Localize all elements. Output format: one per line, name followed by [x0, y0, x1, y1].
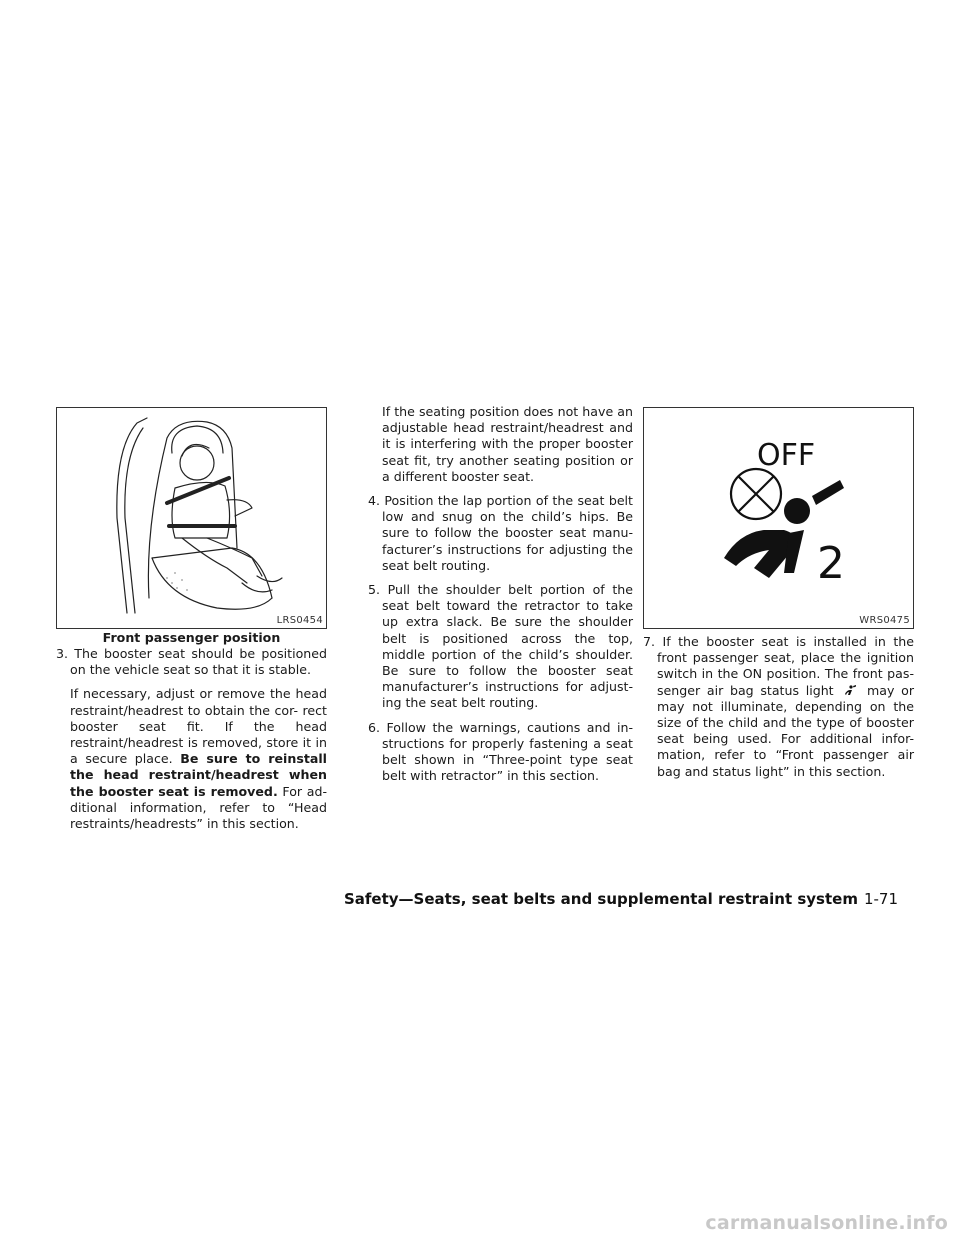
- column-3: [643, 634, 914, 780]
- seat-number: 2: [817, 538, 845, 589]
- page-footer: [344, 890, 898, 908]
- passenger-airbag-off-icon: [644, 408, 913, 628]
- step-3: 3. The booster seat should be positioned on the vehicle seat so that it is stable.: [56, 646, 327, 678]
- page-number: 1-71: [863, 890, 898, 908]
- section-title: Safety—Seats, seat belts and supplemental restraint system: [343, 890, 858, 908]
- step-7: 7. If the booster seat is installed in the front passenger seat, place the ignition switch in the ON position. The front pas- senger air bag status light may or may not illuminate, depending on the size of the child and the type of booster seat being used. For additional infor- mation, refer to “Front passenger air bag and status light” in this section.: [643, 634, 914, 779]
- figure-caption: Front passenger position: [102, 630, 281, 645]
- child-booster-seat-illustration: [57, 408, 326, 628]
- airbag-off-figure: [643, 407, 914, 629]
- booster-seat-figure: [56, 407, 327, 629]
- column-1: [56, 646, 327, 832]
- site-watermark: carmanualsonline.info: [705, 1212, 948, 1234]
- reinstall-warning: Be sure to reinstall the head restraint/headrest when the booster seat is removed.: [70, 751, 327, 799]
- off-label: OFF: [757, 438, 816, 473]
- figure-code: WRS0475: [859, 615, 910, 626]
- figure-code: LRS0454: [276, 615, 323, 626]
- step-3-detail: If necessary, adjust or remove the head restraint/headrest to obtain the cor- rect booster seat fit. If the head restraint/headrest is removed, store it in a secure place. Be sure to reinstall the head restraint/headrest when the booster seat is removed. For ad- ditional information, refer to “Head restraints/headrests” in this section.: [70, 686, 327, 832]
- column-2: [368, 404, 633, 784]
- step-5: 5. Pull the shoulder belt portion of the seat belt toward the retractor to take up extra slack. Be sure the shoulder belt is positioned across the top, middle portion of the child’s shoulder. Be sure to follow the booster seat manufacturer’s instructions for adjust- ing the seat belt routing.: [368, 582, 633, 711]
- step-3-continued: If the seating position does not have an adjustable head restraint/headrest and it is interfering with the proper booster seat fit, try another seating position or a different booster seat.: [382, 404, 633, 484]
- airbag-status-light-icon: [842, 684, 858, 696]
- step-4: 4. Position the lap portion of the seat belt low and snug on the child’s hips. Be sure to follow the booster seat manu- facturer’s instructions for adjusting the seat belt routing.: [368, 493, 633, 573]
- step-6: 6. Follow the warnings, cautions and in- structions for properly fastening a seat belt shown in “Three-point type seat belt with retractor” in this section.: [368, 719, 633, 784]
